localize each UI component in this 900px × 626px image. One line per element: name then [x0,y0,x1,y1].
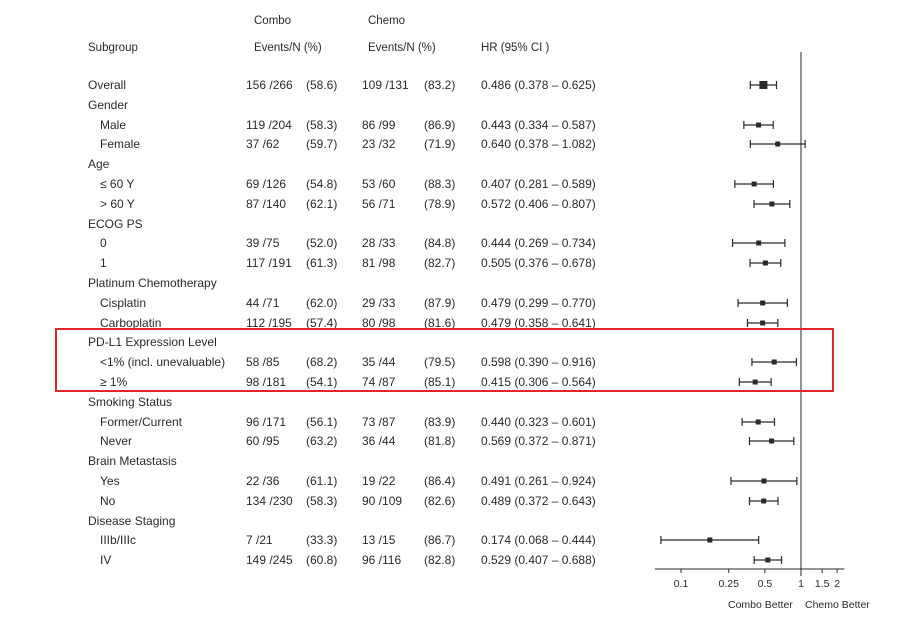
combo-events: 96 /171 [246,415,287,429]
combo-events: 119 /204 [246,118,292,132]
chemo-events: 96 /116 [362,553,402,567]
combo-percent: (56.1) [306,415,338,429]
favors-chemo-label: Chemo Better [805,599,870,611]
subgroup-heading: PD-L1 Expression Level [88,335,217,349]
subgroup-label: IV [100,553,112,567]
chemo-events: 56 /71 [362,197,396,211]
hazard-ratio-ci: 0.444 (0.269 – 0.734) [481,236,596,250]
chemo-percent: (86.4) [424,474,456,488]
header-subgroup: Subgroup [88,42,138,54]
hazard-ratio-ci: 0.489 (0.372 – 0.643) [481,494,596,508]
hr-point [760,321,765,326]
x-tick-label: 0.5 [757,578,773,590]
hazard-ratio-ci: 0.572 (0.406 – 0.807) [481,197,596,211]
subgroup-heading: ECOG PS [88,217,143,231]
header-chemo: Chemo [368,15,406,27]
chemo-events: 23 /32 [362,137,396,151]
x-tick-label: 1.5 [814,578,830,590]
hazard-ratio-ci: 0.529 (0.407 – 0.688) [481,553,596,567]
chemo-events: 29 /33 [362,296,396,310]
highlight-box-pdl1 [55,328,834,392]
combo-events: 156 /266 [246,78,293,92]
subgroup-heading: Smoking Status [88,395,173,409]
hazard-ratio-ci: 0.640 (0.378 – 1.082) [481,137,596,151]
chemo-percent: (82.7) [424,256,456,270]
chemo-percent: (86.9) [424,118,456,132]
combo-events: 60 /95 [246,434,280,448]
combo-events: 87 /140 [246,197,287,211]
combo-percent: (54.8) [306,177,338,191]
hr-point [707,538,712,543]
hr-point [769,202,774,207]
combo-events: 117 /191 [246,256,292,270]
subgroup-label: <1% (incl. unevaluable) [100,355,226,369]
chemo-events: 73 /87 [362,415,396,429]
subgroup-heading: Gender [88,98,129,112]
chemo-percent: (86.7) [424,533,456,547]
hr-point [759,81,767,89]
hazard-ratio-ci: 0.440 (0.323 – 0.601) [481,415,596,429]
subgroup-heading: Brain Metastasis [88,454,177,468]
chemo-events: 86 /99 [362,118,396,132]
combo-events: 7 /21 [246,533,273,547]
subgroup-label: Yes [100,474,120,488]
x-tick-label: 1 [798,578,804,590]
subgroup-label: Cisplatin [100,296,147,310]
chemo-percent: (84.8) [424,236,456,250]
combo-events: 149 /245 [246,553,293,567]
hazard-ratio-ci: 0.407 (0.281 – 0.589) [481,177,596,191]
hazard-ratio-ci: 0.505 (0.376 – 0.678) [481,256,596,270]
chemo-events: 28 /33 [362,236,396,250]
subgroup-label: > 60 Y [100,197,135,211]
subgroup-heading: Age [88,157,110,171]
hr-point [765,558,770,563]
chemo-events: 36 /44 [362,434,396,448]
hr-point [752,182,757,187]
chemo-percent: (85.1) [424,375,456,389]
combo-percent: (57.4) [306,316,338,330]
hazard-ratio-ci: 0.479 (0.358 – 0.641) [481,316,596,330]
combo-percent: (63.2) [306,434,338,448]
combo-events: 58 /85 [246,355,280,369]
combo-percent: (68.2) [306,355,338,369]
chemo-events: 80 /98 [362,316,396,330]
hazard-ratio-ci: 0.598 (0.390 – 0.916) [481,355,596,369]
subgroup-label: Overall [88,78,127,92]
x-tick-label: 2 [834,578,841,590]
x-tick-label: 0.1 [673,578,689,590]
subgroup-label: Male [100,118,127,132]
chemo-percent: (71.9) [424,137,456,151]
hr-point [756,241,761,246]
combo-events: 134 /230 [246,494,293,508]
chemo-events: 53 /60 [362,177,396,191]
chemo-percent: (87.9) [424,296,456,310]
combo-percent: (60.8) [306,553,338,567]
hr-point [756,420,761,425]
chemo-percent: (83.9) [424,415,456,429]
subgroup-label: Female [100,137,141,151]
subgroup-label: Never [100,434,133,448]
subgroup-label: ≤ 60 Y [100,177,135,191]
chemo-percent: (79.5) [424,355,456,369]
chemo-events: 19 /22 [362,474,396,488]
combo-percent: (58.3) [306,494,338,508]
chemo-events: 13 /15 [362,533,396,547]
header-events-combo: Events/N (%) [254,42,322,54]
chemo-events: 74 /87 [362,375,396,389]
header-events-chemo: Events/N (%) [368,42,436,54]
header-hr: HR (95% CI ) [481,42,550,54]
hazard-ratio-ci: 0.486 (0.378 – 0.625) [481,78,596,92]
combo-events: 44 /71 [246,296,280,310]
combo-percent: (52.0) [306,236,338,250]
chemo-percent: (81.6) [424,316,456,330]
hr-point [760,301,765,306]
combo-percent: (61.3) [306,256,338,270]
x-tick-label: 0.25 [718,578,739,590]
combo-percent: (62.0) [306,296,338,310]
chemo-percent: (82.8) [424,553,456,567]
combo-percent: (54.1) [306,375,338,389]
chemo-percent: (78.9) [424,197,456,211]
subgroup-label: Former/Current [100,415,183,429]
hr-point [763,261,768,266]
subgroup-label: 1 [100,256,107,270]
chemo-events: 90 /109 [362,494,403,508]
combo-percent: (62.1) [306,197,338,211]
subgroup-label: 0 [100,236,107,250]
chemo-events: 35 /44 [362,355,396,369]
combo-events: 39 /75 [246,236,280,250]
hr-point [761,479,766,484]
combo-events: 98 /181 [246,375,287,389]
favors-combo-label: Combo Better [728,599,793,611]
chemo-events: 81 /98 [362,256,396,270]
chemo-percent: (81.8) [424,434,456,448]
hazard-ratio-ci: 0.569 (0.372 – 0.871) [481,434,596,448]
combo-percent: (59.7) [306,137,338,151]
chemo-percent: (82.6) [424,494,456,508]
combo-events: 69 /126 [246,177,287,191]
combo-percent: (58.3) [306,118,338,132]
subgroup-label: ≥ 1% [100,375,128,389]
subgroup-heading: Disease Staging [88,514,176,528]
chemo-percent: (88.3) [424,177,456,191]
subgroup-heading: Platinum Chemotherapy [88,276,217,290]
subgroup-label: IIIb/IIIc [100,533,137,547]
subgroup-label: Carboplatin [100,316,162,330]
subgroup-label: No [100,494,116,508]
header-combo: Combo [254,15,292,27]
combo-events: 37 /62 [246,137,280,151]
hazard-ratio-ci: 0.491 (0.261 – 0.924) [481,474,596,488]
hazard-ratio-ci: 0.415 (0.306 – 0.564) [481,375,596,389]
combo-percent: (58.6) [306,78,338,92]
combo-events: 22 /36 [246,474,280,488]
hazard-ratio-ci: 0.174 (0.068 – 0.444) [481,533,596,547]
hr-point [761,499,766,504]
chemo-events: 109 /131 [362,78,409,92]
hr-point [756,123,761,128]
hazard-ratio-ci: 0.443 (0.334 – 0.587) [481,118,596,132]
combo-events: 112 /195 [246,316,292,330]
hazard-ratio-ci: 0.479 (0.299 – 0.770) [481,296,596,310]
combo-percent: (61.1) [306,474,338,488]
hr-point [775,142,780,147]
chemo-percent: (83.2) [424,78,456,92]
combo-percent: (33.3) [306,533,338,547]
hr-point [769,439,774,444]
